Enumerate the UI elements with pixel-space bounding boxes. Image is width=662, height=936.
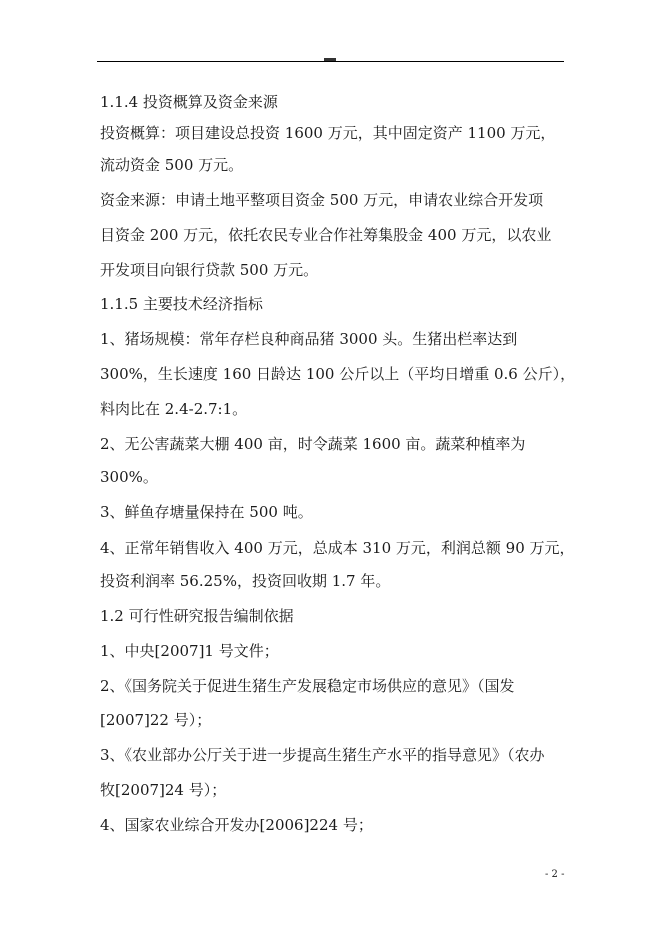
- paragraph-line: 投资概算：项目建设总投资 1600 万元，其中固定资产 1100 万元，: [100, 124, 556, 142]
- paragraph-line: 300%，生长速度 160 日龄达 100 公斤以上（平均日增重 0.6 公斤），: [100, 365, 576, 383]
- paragraph-line: 流动资金 500 万元。: [100, 156, 244, 174]
- paragraph-line: 300%。: [100, 468, 158, 486]
- paragraph-line: 2、无公害蔬菜大棚 400 亩，时令蔬菜 1600 亩。蔬菜种植率为: [100, 435, 526, 453]
- list-item: 1、中央[2007]1 号文件；: [100, 642, 279, 660]
- paragraph-line: 4、正常年销售收入 400 万元，总成本 310 万元，利润总额 90 万元，: [100, 539, 575, 557]
- paragraph-line: 投资利润率 56.25%，投资回收期 1.7 年。: [100, 572, 391, 590]
- paragraph-line: 1、猪场规模：常年存栏良种商品猪 3000 头。生猪出栏率达到: [100, 330, 518, 348]
- list-item: 3、《农业部办公厅关于进一步提高生猪生产水平的指导意见》（农办: [100, 746, 545, 764]
- paragraph-line: 开发项目向银行贷款 500 万元。: [100, 261, 319, 279]
- page-number: - 2 -: [545, 869, 565, 880]
- section-heading-1-1-5: 1.1.5 主要技术经济指标: [100, 295, 263, 313]
- list-item: [2007]22 号）；: [100, 711, 212, 729]
- paragraph-line: 3、鲜鱼存塘量保持在 500 吨。: [100, 503, 313, 521]
- section-heading-1-2: 1.2 可行性研究报告编制依据: [100, 607, 294, 625]
- paragraph-line: 目资金 200 万元，依托农民专业合作社筹集股金 400 万元，以农业: [100, 226, 552, 244]
- list-item: 4、国家农业综合开发办[2006]224 号；: [100, 816, 373, 834]
- paragraph-line: 资金来源：申请土地平整项目资金 500 万元，申请农业综合开发项: [100, 191, 544, 209]
- list-item: 牧[2007]24 号）；: [100, 781, 227, 799]
- section-heading-1-1-4: 1.1.4 投资概算及资金来源: [100, 93, 278, 111]
- paragraph-line: 料肉比在 2.4-2.7:1。: [100, 400, 248, 418]
- list-item: 2、《国务院关于促进生猪生产发展稳定市场供应的意见》（国发: [100, 677, 515, 695]
